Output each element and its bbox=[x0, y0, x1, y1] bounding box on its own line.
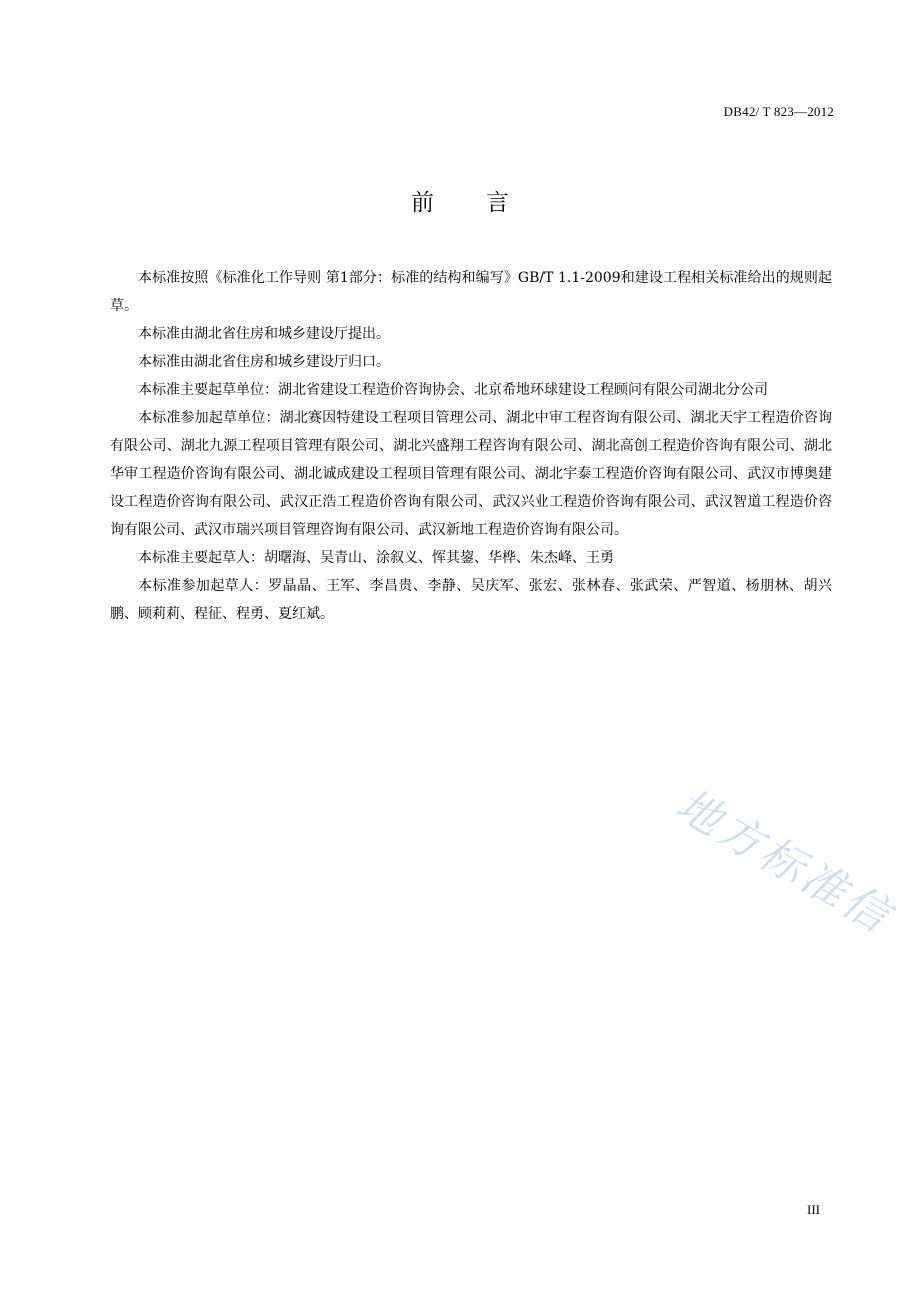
page-number: III bbox=[807, 1202, 820, 1217]
foreword-body bbox=[110, 264, 832, 628]
paragraph-main-drafters: 本标准主要起草人：胡曙海、吴青山、涂叙义、恽其鋆、华桦、朱杰峰、王勇 bbox=[138, 550, 614, 566]
paragraph-drafting-rules: 本标准按照《标准化工作导则 第1部分：标准的结构和编写》GB/T 1.1-2009和建设工程相关标准给出的规则起草。 bbox=[110, 270, 832, 314]
page-title: 前言 bbox=[411, 190, 561, 216]
paragraph-centralized-by: 本标准由湖北省住房和城乡建设厅归口。 bbox=[138, 354, 390, 370]
paragraph-proposed-by: 本标准由湖北省住房和城乡建设厅提出。 bbox=[138, 326, 390, 342]
standard-code: DB42/ T 823—2012 bbox=[723, 104, 834, 119]
paragraph-participating-units: 本标准参加起草单位：湖北赛因特建设工程项目管理公司、湖北中审工程咨询有限公司、湖北天宇工程造价咨询有限公司、湖北九源工程项目管理有限公司、湖北兴盛翔工程咨询有限公司、湖北高创工程造价咨询有限公司、湖北华审工程造价咨询有限公司、湖北诚成建设工程项目管理有限公司、湖北宇泰工程造价咨询有限公司、武汉市博奥建设工程造价咨询有限公司、武汉正浩工程造价咨询有限公司、武汉兴业工程造价咨询有限公司、武汉智道工程造价咨询有限公司、武汉市瑞兴项目管理咨询有限公司、武汉新地工程造价咨询有限公司。 bbox=[110, 410, 832, 538]
paragraph-participating-drafters: 本标准参加起草人：罗晶晶、王军、李昌贵、李静、吴庆军、张宏、张林春、张武荣、严智道、杨朋林、胡兴鹏、顾莉莉、程征、程勇、夏红斌。 bbox=[110, 578, 832, 622]
watermark-text: 地方标准信 bbox=[667, 779, 901, 944]
paragraph-main-drafting-units: 本标准主要起草单位：湖北省建设工程造价咨询协会、北京希地环球建设工程顾问有限公司湖北分公司 bbox=[138, 382, 768, 398]
